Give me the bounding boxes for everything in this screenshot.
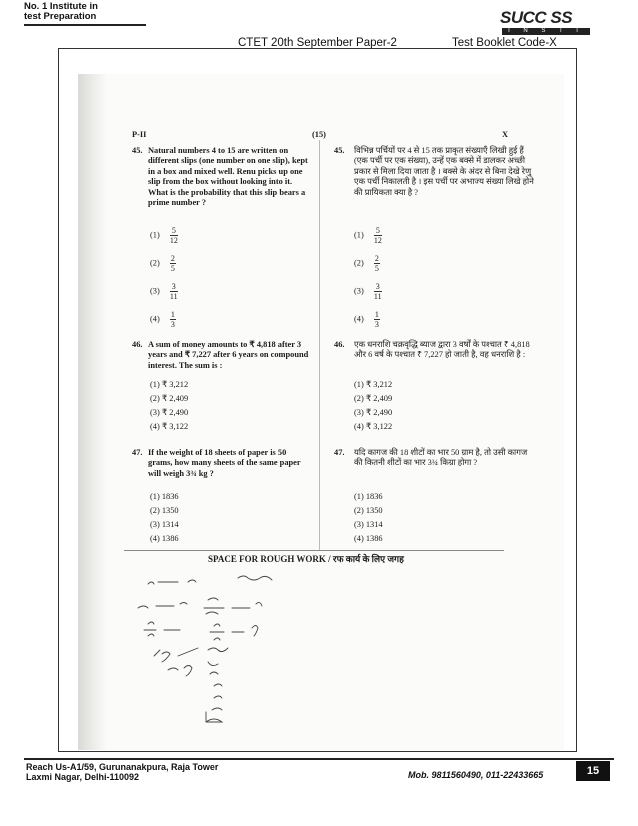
scanned-question-page [78,74,564,750]
option-2: (2) 1350 [354,506,383,515]
booklet-code: Test Booklet Code-X [452,37,557,49]
question-number: 45. [132,146,143,155]
exam-title: CTET 20th September Paper-2 [238,37,397,49]
page-binding-shadow [78,74,108,750]
option-4: (4) 1386 [150,534,179,543]
option-2: (2) 1350 [150,506,179,515]
rough-work-title: SPACE FOR ROUGH WORK / रफ कार्य के लिए जगह [208,554,404,564]
option-fraction: $\frac{3}{11}$ [169,282,178,301]
question-number: 47. [334,448,345,457]
option-3: (3) ₹ 2,490 [150,408,189,417]
column-divider [319,140,320,550]
option-4: (4) ₹ 3,122 [354,422,393,431]
option-4: (4) 1386 [354,534,383,543]
option-label: (4) [150,314,160,324]
tagline-line1: No. 1 Institute in [24,1,98,12]
option-2 [150,254,176,276]
option-3: (3) ₹ 2,490 [354,408,393,417]
option-2: (2) ₹ 2,409 [150,394,189,403]
option-fraction: $\frac{5}{12}$ [169,226,178,245]
question-number: 46. [132,340,143,349]
question-text: A sum of money amounts to ₹ 4,818 after 3 years and ₹ 7,227 after 6 years on compound interest. The sum is : [148,340,309,370]
logo-subtext: I N S T I [502,28,590,35]
rough-work-divider [124,550,504,551]
option-fraction: $\frac{2}{5}$ [170,254,175,273]
paper-label: P-II [132,130,147,139]
option-fraction: $\frac{1}{3}$ [170,310,175,329]
tagline-rule [24,24,146,26]
option-1: (1) $\frac{5}{12}$ [354,226,382,245]
handwritten-rough-work [118,564,298,734]
question-text: विभिन्न पर्चियों पर 4 से 15 तक प्राकृत संख्याएँ लिखी हुई हैं (एक पर्ची पर एक संख्या), उन्हें एक बक्से में डालकर अच्छी प्रकार से मिला दिया जाता है । बक्से के अंदर से बिना देखे रेणु एक पर्ची निकालती है । इस पर्ची पर अभाज्य संख्या लिखे होने की प्रायिकता क्या है ? [354,146,534,197]
option-1: (1) ₹ 3,212 [354,380,393,389]
option-3: (3) $\frac{3}{11}$ [354,282,382,301]
logo-text: SUCC SS [500,8,573,27]
footer-address [26,762,218,782]
footer-rule [24,758,614,760]
question-number: 47. [132,448,143,457]
option-3: (3) 1314 [150,520,179,529]
option-label: (2) [150,258,160,268]
option-1: (1) 1836 [354,492,383,501]
address-line1: Reach Us-A1/59, Gurunanakpura, Raja Tower [26,762,219,772]
question-text: यदि कागज की 18 शीटों का भार 50 ग्राम है, तो उसी कागज की कितनी शीटों का भार 3¾ किग्रा होगा ? [354,448,528,468]
option-4 [150,310,176,332]
option-2: (2) $\frac{2}{5}$ [354,254,379,273]
institute-tagline [24,2,146,26]
scan-code: X [502,130,509,139]
option-3: (3) 1314 [354,520,383,529]
question-number: 46. [334,340,345,349]
success-logo [500,8,592,36]
option-1: (1) ₹ 3,212 [150,380,189,389]
scan-page-number: (15) [312,130,326,139]
question-number: 45. [334,146,345,155]
option-1: (1) 1836 [150,492,179,501]
question-text: एक धनराशि चक्रवृद्धि ब्याज द्वारा 3 वर्षों के पश्चात ₹ 4,818 और 6 वर्ष के पश्चात ₹ 7,227 हो जाती है, वह धनराशि है : [354,340,530,360]
footer-page-number: 15 [576,761,610,781]
option-2: (2) ₹ 2,409 [354,394,393,403]
question-text: Natural numbers 4 to 15 are written on different slips (one number on one slip), kept in a box and mixed well. Renu picks up one slip from the box without looking into it. What is the probability that this slip bears a prime number ? [148,146,308,208]
option-label: (1) [150,230,160,240]
option-3 [150,282,178,304]
option-4: (4) $\frac{1}{3}$ [354,310,379,329]
option-1 [150,226,178,248]
address-line2: Laxmi Nagar, Delhi-110092 [26,772,140,782]
footer-contact: Mob. 9811560490, 011-22433665 [408,770,544,780]
option-label: (3) [150,286,160,296]
tagline-line2: test Preparation [24,11,97,22]
option-4: (4) ₹ 3,122 [150,422,189,431]
question-text: If the weight of 18 sheets of paper is 50 grams, how many sheets of the same paper will weigh 3¾ kg ? [148,448,301,478]
